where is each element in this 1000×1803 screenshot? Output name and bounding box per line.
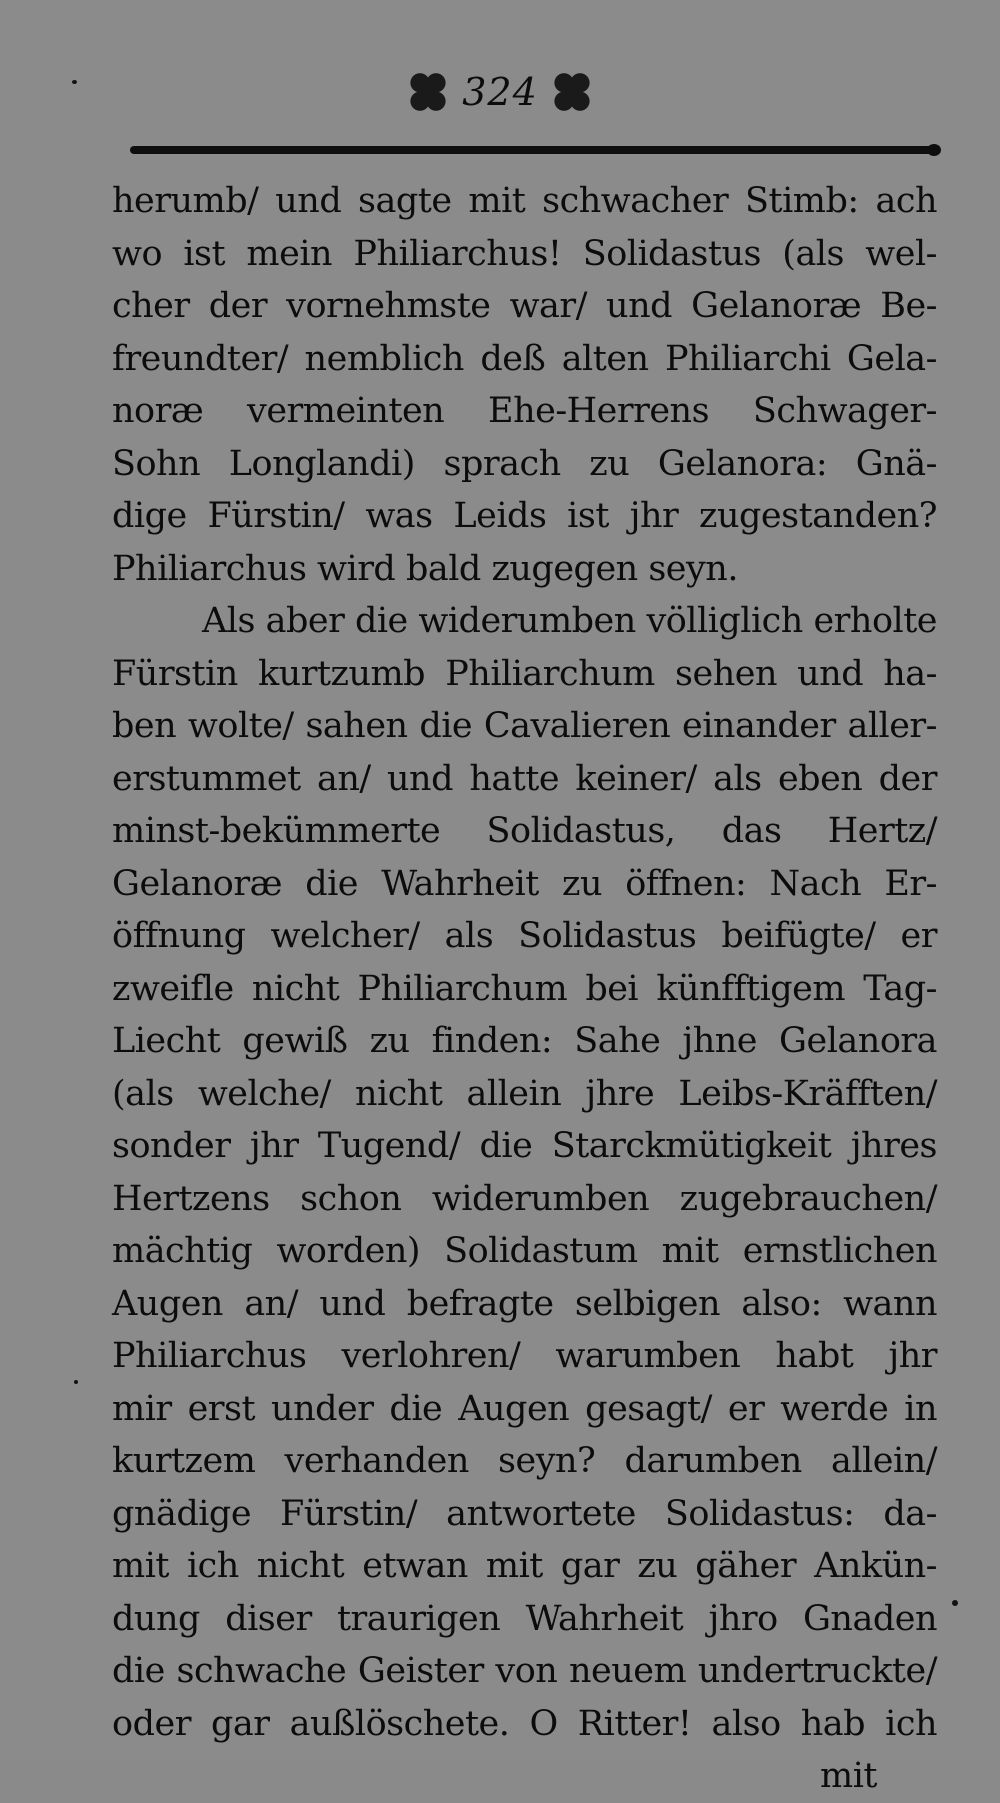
text-line: öffnung welcher/ als Solidastus beifügte/ er: [112, 916, 937, 956]
text-line: kurtzem verhanden seyn? darumben allein/: [112, 1441, 937, 1481]
text-line: die schwache Geister von neuem undertruckte/: [112, 1651, 937, 1691]
text-line: (als welche/ nicht allein jhre Leibs-Kräfften/: [112, 1073, 937, 1114]
paragraph-start-line: Als aber die widerumben völliglich erholte: [202, 601, 937, 641]
text-line: mir erst under die Augen gesagt/ er werde in: [112, 1388, 937, 1429]
text-line: erstummet an/ und hatte keiner/ als eben der: [112, 758, 937, 799]
text-line: mächtig worden) Solidastum mit ernstlichen: [112, 1231, 937, 1271]
text-line: herumb/ und sagte mit schwacher Stimb: ach: [112, 181, 937, 221]
text-line: mit ich nicht etwan mit gar zu gäher Ankün-: [112, 1546, 937, 1586]
scan-speck: [952, 1600, 958, 1606]
page-header: [0, 62, 1000, 122]
text-line: Fürstin kurtzumb Philiarchum sehen und ha-: [112, 653, 937, 694]
text-line: wo ist mein Philiarchus! Solidastus (als wel-: [112, 233, 937, 274]
text-line: freundter/ nemblich deß alten Philiarchi Gela-: [112, 338, 937, 379]
text-line: oder gar außlöschete. O Ritter! also hab ich: [112, 1703, 937, 1744]
text-line: zweifle nicht Philiarchum bei künfftigem Tag-: [112, 968, 937, 1009]
text-line: Sohn Longlandi) sprach zu Gelanora: Gnä-: [112, 443, 937, 484]
text-line: Liecht gewiß zu finden: Sahe jhne Gelanora: [112, 1021, 937, 1061]
text-line: Philiarchus verlohren/ warumben habt jhr: [112, 1336, 937, 1376]
text-line: Gelanoræ die Wahrheit zu öffnen: Nach Er-: [112, 863, 937, 904]
text-line: gnädige Fürstin/ antwortete Solidastus: da-: [112, 1493, 937, 1534]
text-line: minst-bekümmerte Solidastus, das Hertz/: [112, 811, 937, 851]
text-line: Hertzens schon widerumben zugebrauchen/: [112, 1178, 937, 1219]
text-line: ben wolte/ sahen die Cavalieren einander aller-: [112, 706, 937, 746]
text-line: Augen an/ und befragte selbigen also: wann: [112, 1283, 937, 1324]
body-text: [112, 175, 937, 1803]
page-number: 324: [462, 70, 538, 114]
text-line: noræ vermeinten Ehe-Herrens Schwager-: [112, 391, 937, 431]
left-ornament-icon: [408, 69, 448, 115]
text-line: Philiarchus wird bald zugegen seyn.: [112, 548, 738, 589]
text-line: dige Fürstin/ was Leids ist jhr zugestanden?: [112, 496, 937, 536]
header-rule: [130, 146, 935, 154]
catchword: mit: [820, 1756, 877, 1796]
scan-speck: [72, 80, 77, 84]
text-line: dung diser traurigen Wahrheit jhro Gnaden: [112, 1598, 937, 1639]
scan-speck: [74, 1380, 78, 1384]
text-line: sonder jhr Tugend/ die Starckmütigkeit jhres: [112, 1126, 937, 1166]
text-line: cher der vornehmste war/ und Gelanoræ Be-: [112, 286, 937, 326]
right-ornament-icon: [552, 69, 592, 115]
